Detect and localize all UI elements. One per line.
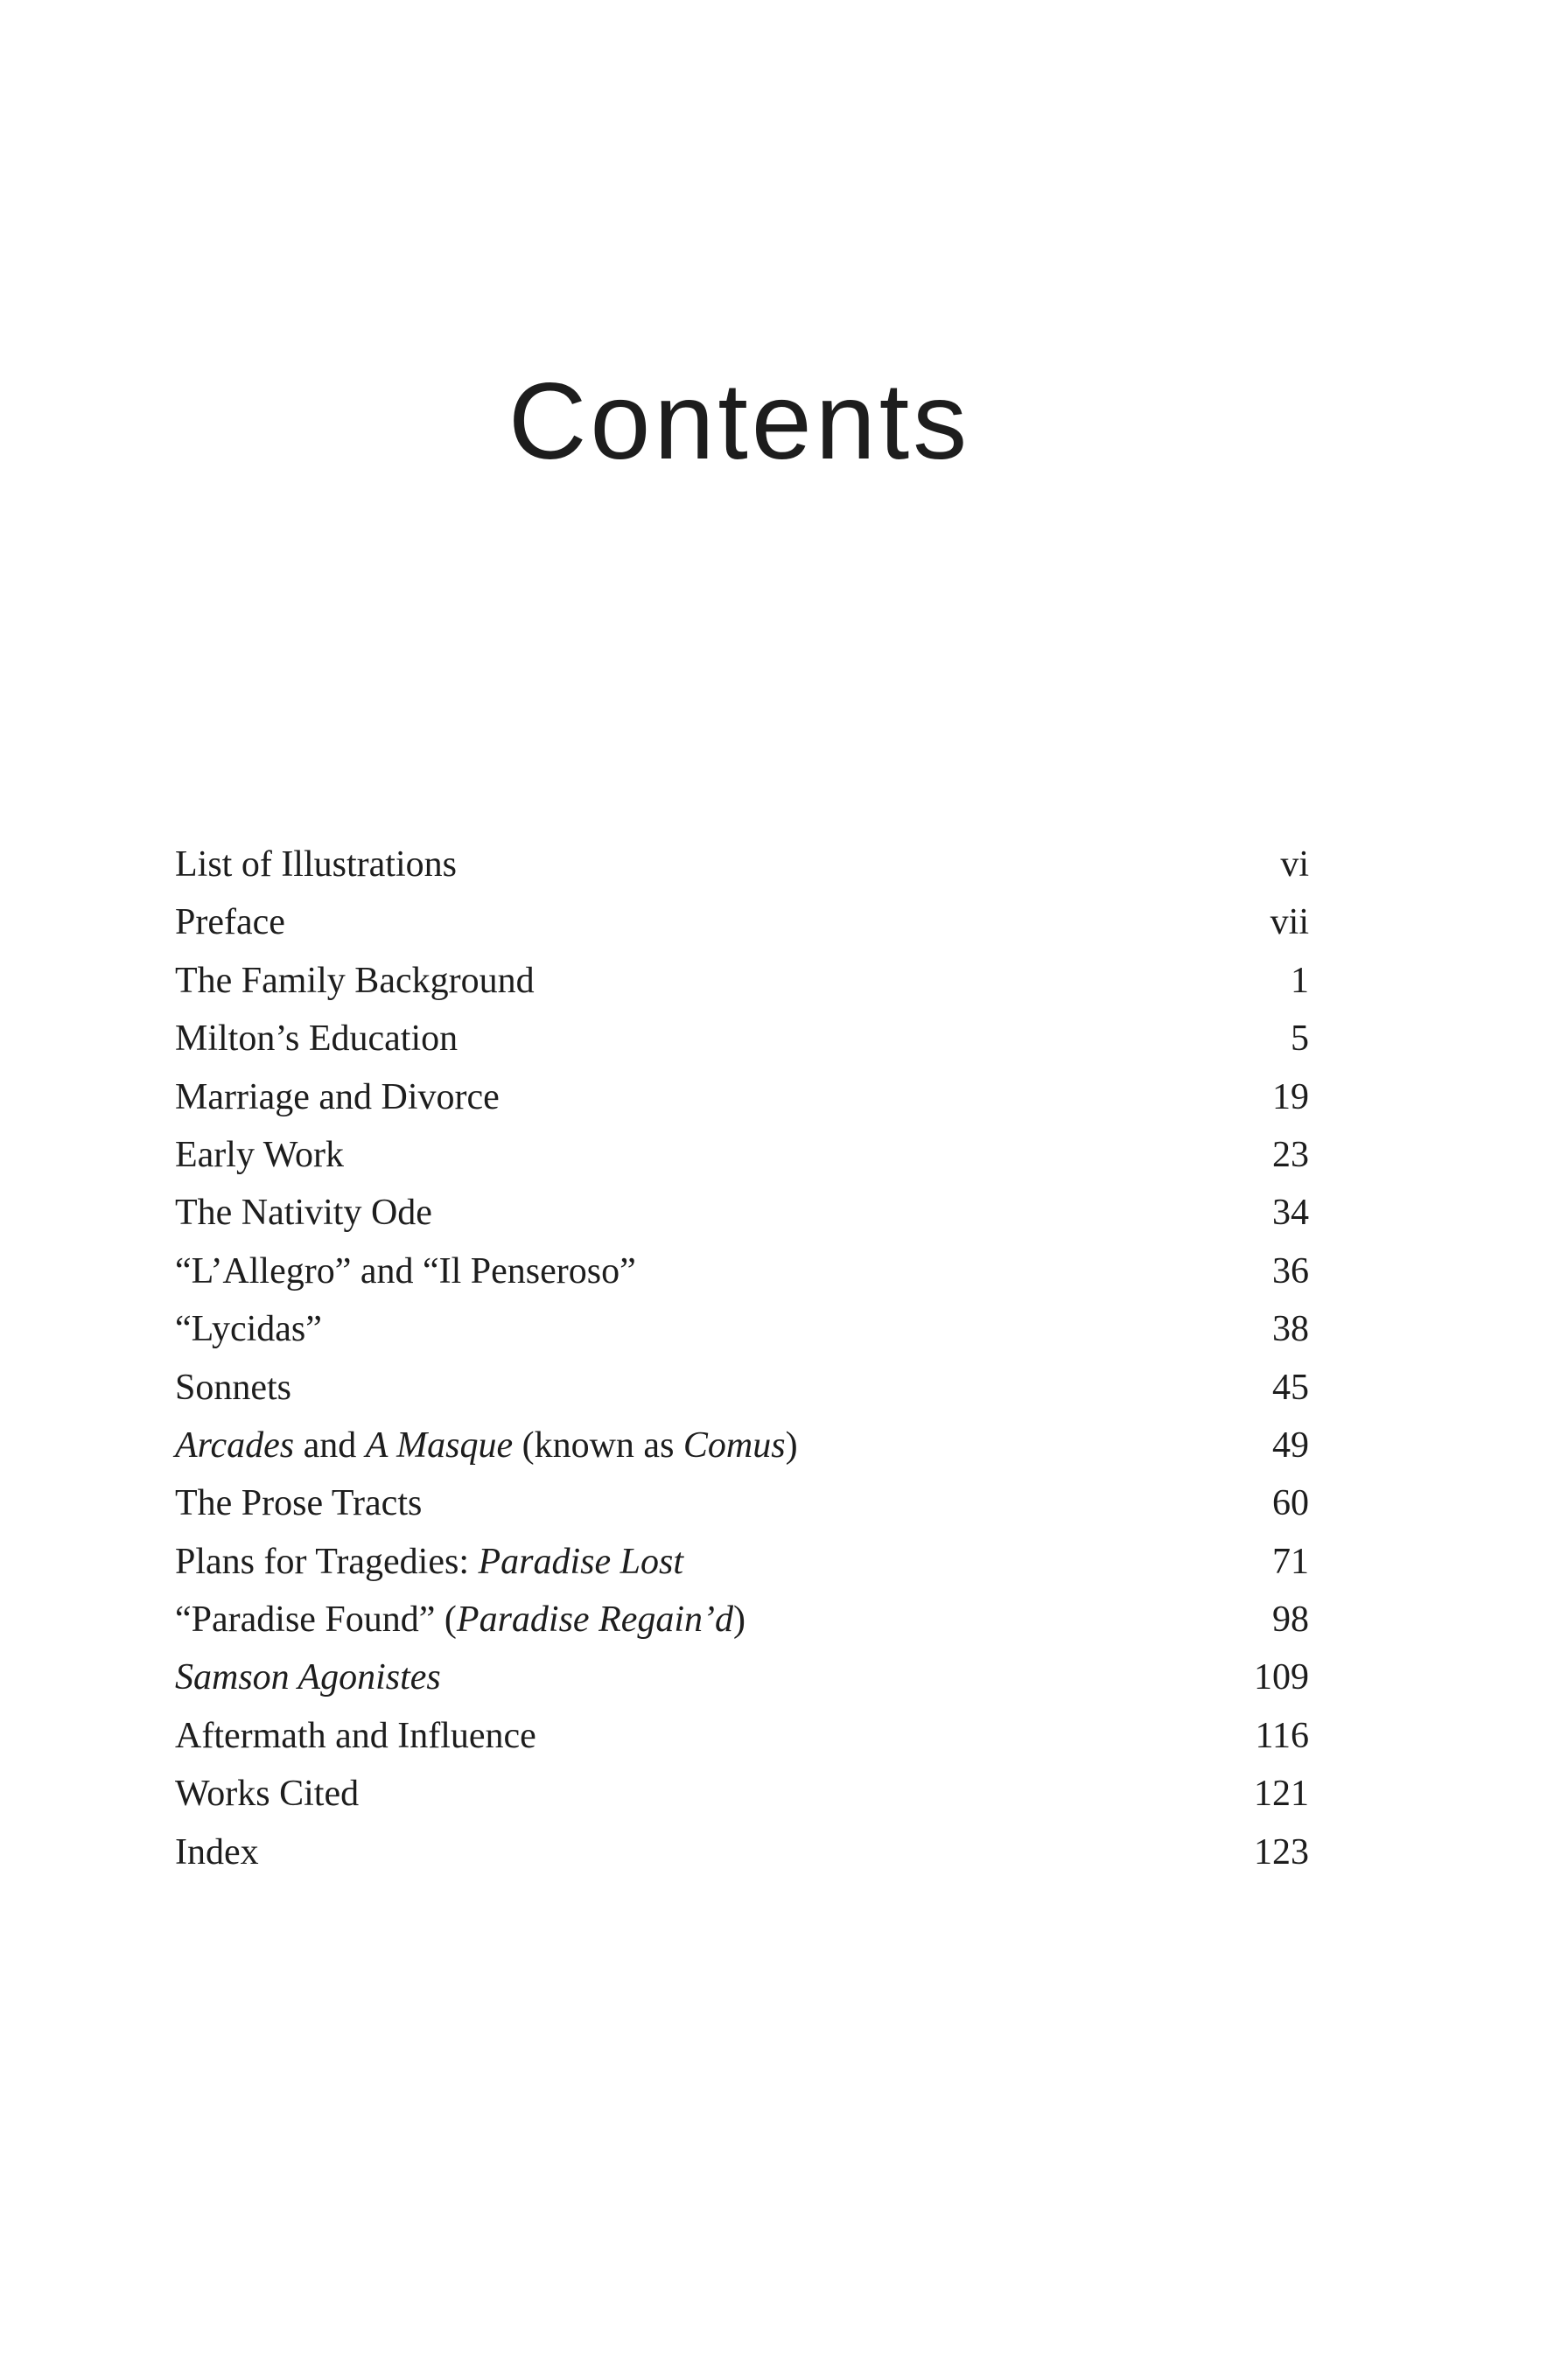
toc-title-segment: and bbox=[294, 1424, 366, 1466]
toc-title-segment: ) bbox=[785, 1424, 798, 1466]
toc-entry-page-number: vii bbox=[1270, 902, 1309, 943]
toc-title-segment: Milton’s Education bbox=[175, 1018, 458, 1060]
toc-entry-title bbox=[175, 1648, 441, 1706]
toc-entry-title bbox=[175, 1359, 291, 1417]
toc-entry-page-number: 5 bbox=[1291, 1018, 1309, 1060]
toc-entry-title bbox=[175, 1824, 259, 1881]
toc-entry-page-number: 71 bbox=[1272, 1541, 1309, 1582]
toc-entry-title bbox=[175, 1068, 500, 1126]
toc-title-italic-segment: Samson Agonistes bbox=[175, 1657, 441, 1698]
toc-entry-page-number: 19 bbox=[1272, 1076, 1309, 1117]
toc-entry-page-number: 45 bbox=[1272, 1367, 1309, 1408]
toc-title-segment: “Paradise Found” ( bbox=[175, 1600, 457, 1641]
toc-entry-page-number: 38 bbox=[1272, 1309, 1309, 1350]
toc-title-italic-segment: Paradise Regain’d bbox=[456, 1600, 734, 1641]
toc-entry bbox=[175, 1242, 1309, 1300]
toc-entry bbox=[175, 1591, 1309, 1648]
toc-entry-title bbox=[175, 1765, 359, 1823]
toc-title-segment: Preface bbox=[175, 902, 285, 943]
table-of-contents bbox=[175, 836, 1309, 1881]
toc-entry bbox=[175, 836, 1309, 893]
toc-title-segment: Aftermath and Influence bbox=[175, 1715, 536, 1756]
toc-entry-title bbox=[175, 893, 285, 951]
toc-title-segment: The Family Background bbox=[175, 960, 535, 1001]
toc-title-segment: The Nativity Ode bbox=[175, 1193, 432, 1234]
toc-entry-page-number: 109 bbox=[1254, 1657, 1309, 1698]
toc-entry-title bbox=[175, 1591, 746, 1648]
toc-entry bbox=[175, 1010, 1309, 1068]
toc-title-italic-segment: Comus bbox=[682, 1424, 786, 1466]
toc-entry-title bbox=[175, 1533, 683, 1591]
toc-title-segment: Early Work bbox=[175, 1134, 344, 1175]
toc-title-italic-segment: Arcades bbox=[175, 1424, 295, 1466]
toc-title-segment: Plans for Tragedies: bbox=[175, 1541, 479, 1582]
toc-entry bbox=[175, 1417, 1309, 1474]
toc-entry bbox=[175, 1707, 1309, 1765]
toc-entry-page-number: 34 bbox=[1272, 1193, 1309, 1234]
toc-title-segment: ) bbox=[733, 1600, 746, 1641]
toc-entry bbox=[175, 893, 1309, 951]
toc-entry bbox=[175, 1300, 1309, 1358]
toc-entry-title bbox=[175, 1417, 798, 1474]
toc-entry bbox=[175, 952, 1309, 1010]
toc-entry-title bbox=[175, 1474, 422, 1532]
toc-entry-page-number: 98 bbox=[1272, 1600, 1309, 1641]
toc-entry-title bbox=[175, 1010, 458, 1068]
toc-title-segment: (known as bbox=[513, 1424, 683, 1466]
toc-entry-title bbox=[175, 1126, 344, 1184]
toc-entry bbox=[175, 1184, 1309, 1242]
toc-entry bbox=[175, 1533, 1309, 1591]
toc-entry bbox=[175, 1359, 1309, 1417]
toc-title-italic-segment: A Masque bbox=[365, 1424, 514, 1466]
toc-entry-page-number: 1 bbox=[1291, 960, 1309, 1001]
toc-entry-title bbox=[175, 1242, 636, 1300]
toc-title-segment: Marriage and Divorce bbox=[175, 1076, 500, 1117]
toc-title-segment: Index bbox=[175, 1831, 259, 1872]
toc-entry bbox=[175, 1824, 1309, 1881]
toc-entry-title bbox=[175, 1300, 322, 1358]
toc-title-segment: “Lycidas” bbox=[175, 1309, 322, 1350]
toc-title-italic-segment: Paradise Lost bbox=[478, 1541, 684, 1582]
toc-entry-page-number: 121 bbox=[1254, 1774, 1309, 1815]
toc-title-segment: List of Illustrations bbox=[175, 844, 457, 885]
toc-entry-page-number: 123 bbox=[1254, 1831, 1309, 1872]
toc-title-segment: Sonnets bbox=[175, 1367, 292, 1408]
page-title: Contents bbox=[508, 361, 971, 482]
toc-entry-page-number: 49 bbox=[1272, 1424, 1309, 1466]
toc-entry-page-number: 23 bbox=[1272, 1134, 1309, 1175]
toc-entry bbox=[175, 1068, 1309, 1126]
toc-title-segment: “L’Allegro” and “Il Penseroso” bbox=[175, 1250, 636, 1292]
toc-entry bbox=[175, 1765, 1309, 1823]
toc-entry-title bbox=[175, 1184, 432, 1242]
toc-entry-title bbox=[175, 952, 535, 1010]
toc-entry-title bbox=[175, 1707, 536, 1765]
toc-entry bbox=[175, 1474, 1309, 1532]
toc-entry-page-number: 116 bbox=[1255, 1715, 1309, 1756]
toc-entry bbox=[175, 1648, 1309, 1706]
toc-title-segment: Works Cited bbox=[175, 1774, 360, 1815]
toc-entry-page-number: vi bbox=[1280, 844, 1309, 885]
toc-entry-title bbox=[175, 836, 457, 893]
toc-entry-page-number: 60 bbox=[1272, 1483, 1309, 1524]
toc-entry bbox=[175, 1126, 1309, 1184]
toc-title-segment: The Prose Tracts bbox=[175, 1483, 423, 1524]
toc-entry-page-number: 36 bbox=[1272, 1250, 1309, 1292]
